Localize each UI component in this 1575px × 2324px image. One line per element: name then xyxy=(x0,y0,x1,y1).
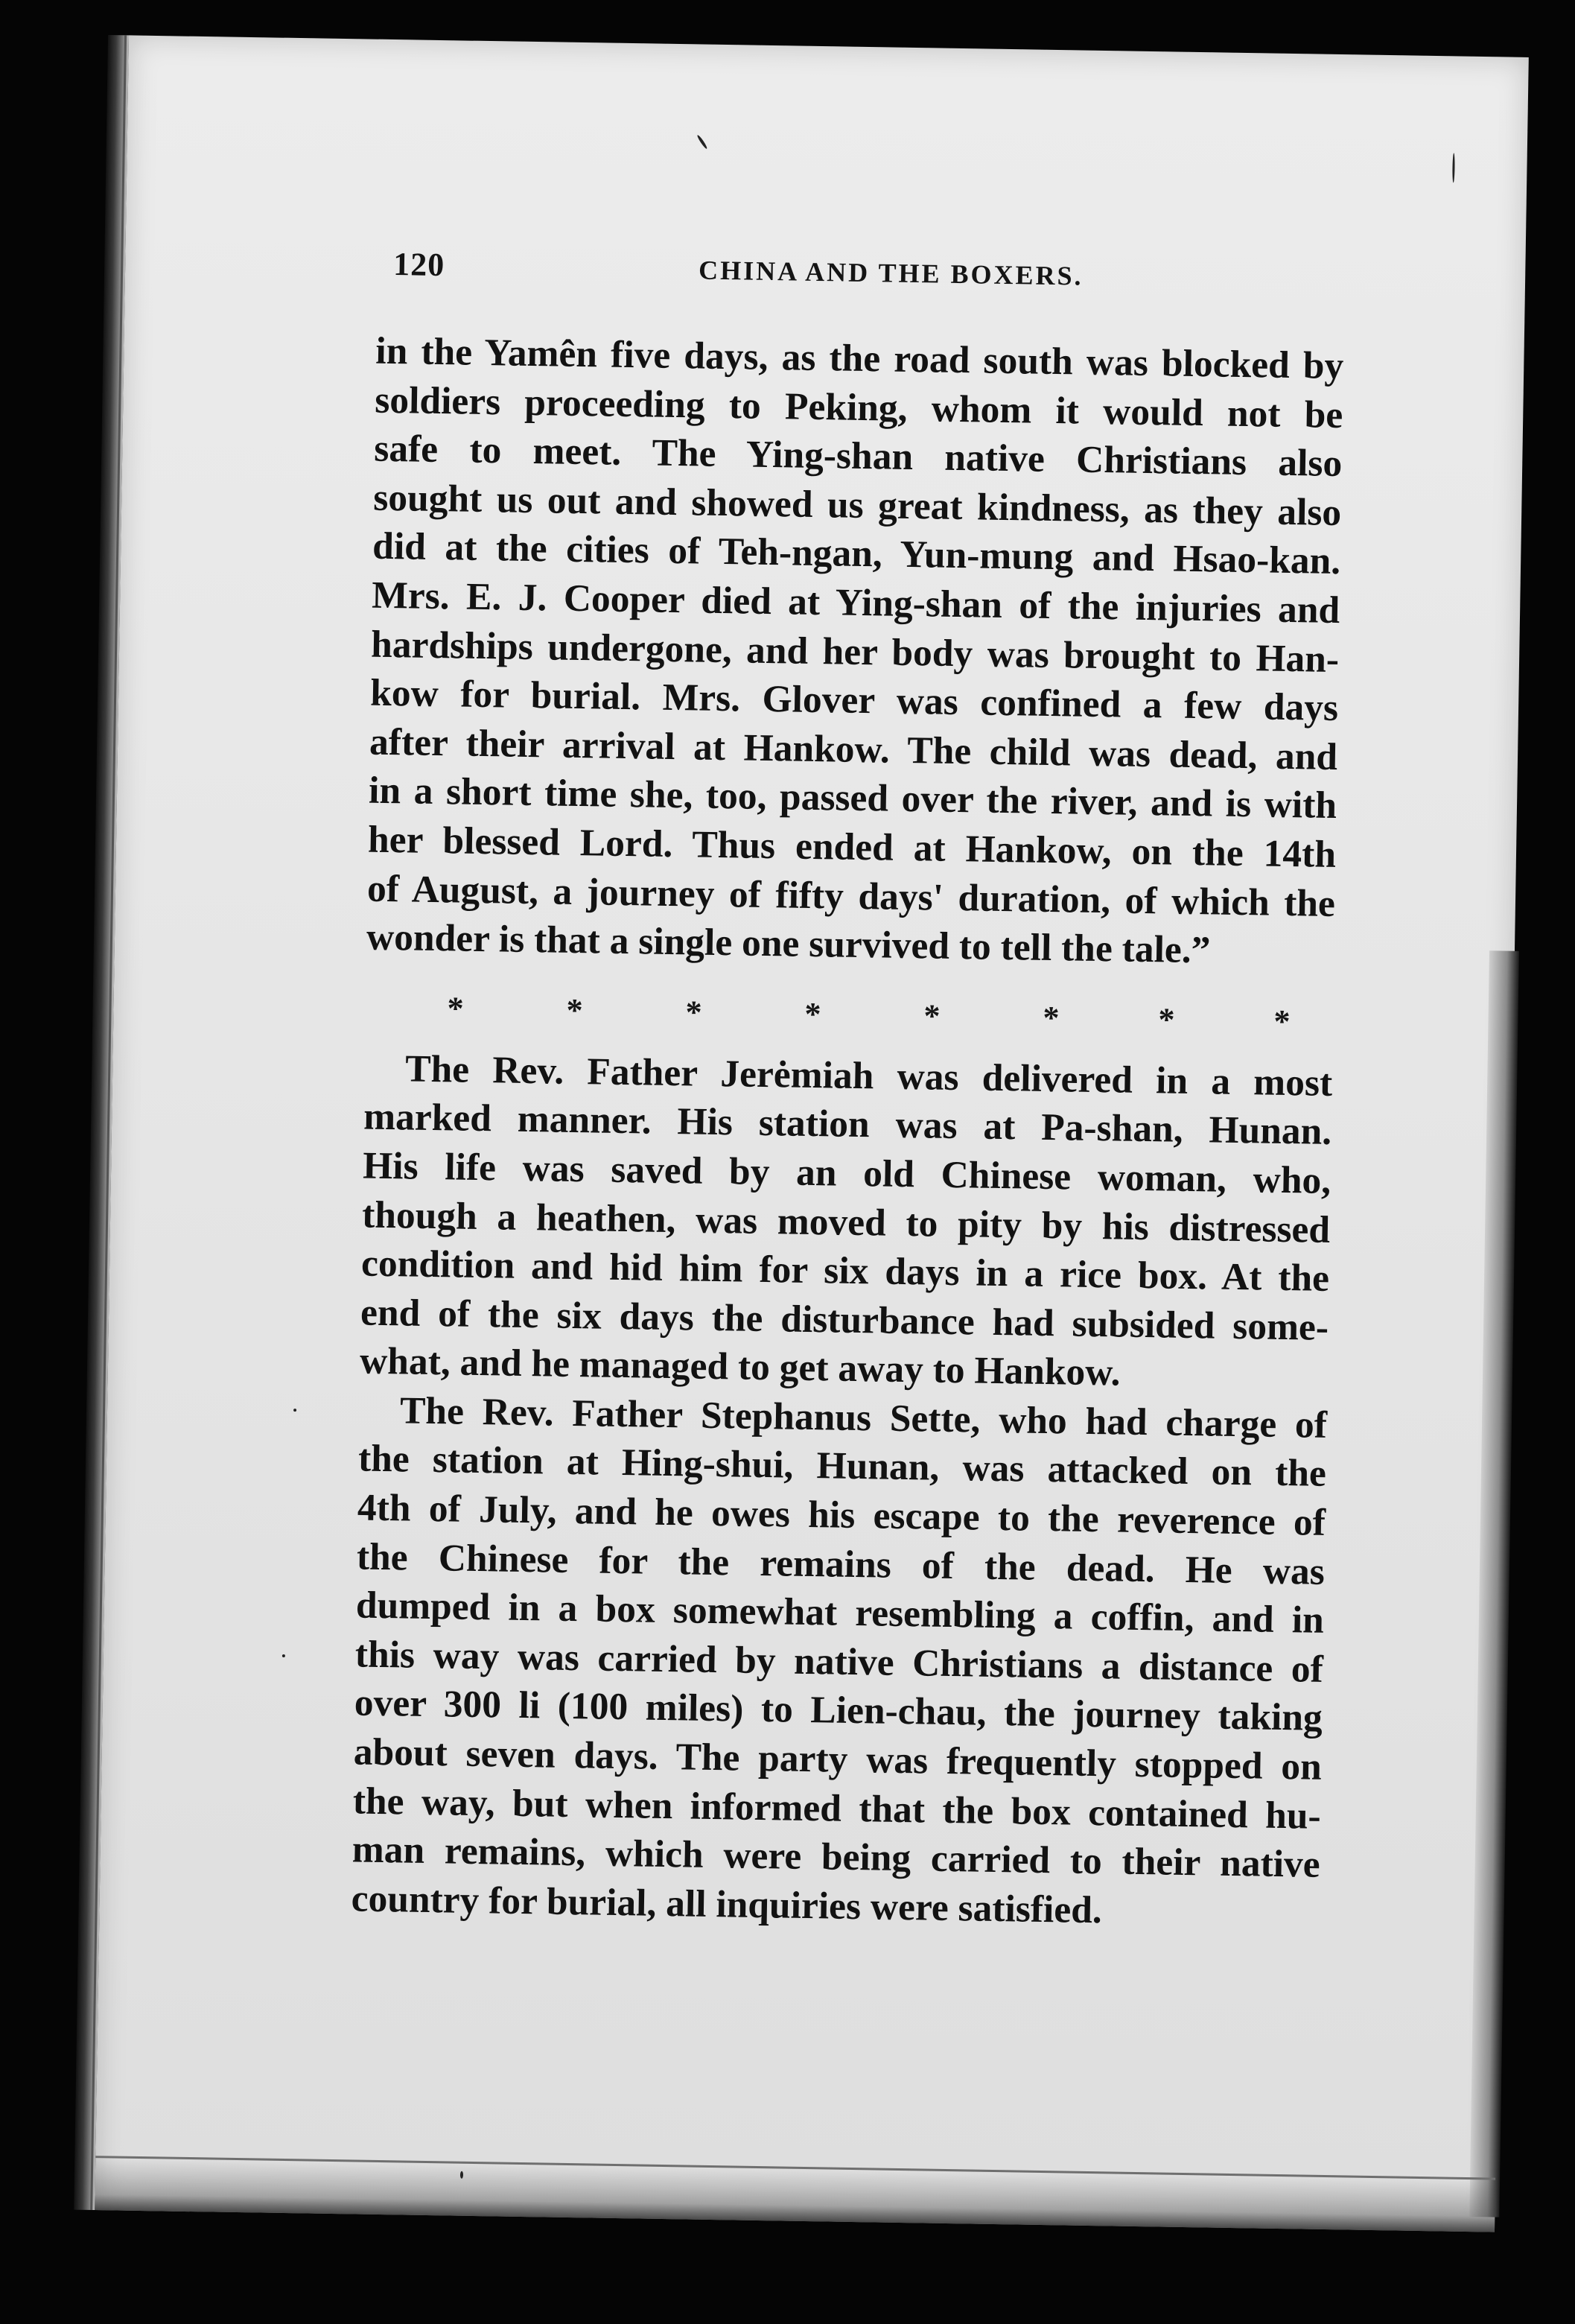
book-page xyxy=(95,35,1529,2232)
text-line: man remains, which were being carried to their native xyxy=(351,1828,1321,1887)
running-title: CHINA AND THE BOXERS. xyxy=(698,255,1084,291)
dust-speck xyxy=(696,134,708,149)
separator-star: * xyxy=(447,990,464,1027)
text-line: about seven days. The party was frequently stopped on xyxy=(353,1730,1323,1788)
separator-star: * xyxy=(1158,1001,1175,1038)
dust-speck xyxy=(1452,153,1455,182)
text-line: over 300 li (100 miles) to Lien-chau, the journey taking xyxy=(354,1681,1323,1740)
text-line: her blessed Lord. Thus ended at Hankow, on the 14th xyxy=(367,818,1337,876)
dust-speck xyxy=(282,1654,285,1657)
text-line: sought us out and showed us great kindness, as they also xyxy=(372,476,1342,534)
running-head xyxy=(393,245,1288,311)
page-number: 120 xyxy=(392,246,445,284)
separator-star: * xyxy=(685,994,702,1031)
text-line: soldiers proceeding to Peking, whom it would not be xyxy=(374,378,1343,436)
body-text xyxy=(351,327,1344,1939)
section-separator xyxy=(365,969,1334,1055)
text-line: this way was carried by native Christians a distance of xyxy=(354,1633,1324,1691)
text-line: in a short time she, too, passed over the river, and is with xyxy=(368,769,1337,828)
text-line: safe to meet. The Ying-shan native Christians also xyxy=(373,427,1343,486)
dust-speck xyxy=(293,1409,296,1412)
text-line: kow for burial. Mrs. Glover was confined a few days xyxy=(369,671,1339,730)
paragraph-quote-ending xyxy=(366,327,1344,977)
separator-star: * xyxy=(804,995,821,1032)
text-line: His life was saved by an old Chinese woman, who, xyxy=(362,1144,1331,1202)
text-line: The Rev. Father Jerėmiah was delivered in a most xyxy=(404,1047,1333,1105)
text-line: did at the cities of Teh-ngan, Yun-mung and Hsao-kan. xyxy=(372,525,1341,583)
text-line: 4th of July, and he owes his escape to the reverence of xyxy=(357,1486,1326,1544)
text-line: hardships undergone, and her body was brought to Han- xyxy=(370,623,1340,681)
text-line: wonder is that a single one survived to tell the tale.” xyxy=(366,915,1211,972)
text-line: Mrs. E. J. Cooper died at Ying-shan of the injuries and xyxy=(371,574,1340,632)
separator-star: * xyxy=(1273,1003,1291,1040)
text-line: in the Yamên five days, as the road south was blocked by xyxy=(375,329,1344,388)
text-line: what, and he managed to get away to Hankow. xyxy=(359,1339,1121,1394)
paragraph-father-jeremiah xyxy=(360,1044,1333,1401)
text-line: the Chinese for the remains of the dead. He was xyxy=(356,1535,1326,1593)
separator-star: * xyxy=(923,997,941,1035)
text-line: marked manner. His station was at Pa-shan, Hunan. xyxy=(363,1095,1332,1154)
text-line: the way, but when informed that the box contained hu- xyxy=(352,1779,1322,1838)
text-line: after their arrival at Hankow. The child was dead, and xyxy=(369,720,1338,778)
text-line: country for burial, all inquiries were satisfied. xyxy=(351,1877,1103,1932)
separator-star: * xyxy=(566,991,583,1029)
text-line: though a heathen, was moved to pity by his distressed xyxy=(361,1193,1331,1251)
text-line: the station at Hing-shui, Hunan, was attacked on the xyxy=(357,1437,1327,1496)
text-line: dumped in a box somewhat resembling a coffin, and in xyxy=(355,1584,1325,1642)
text-line: condition and hid him for six days in a rice box. At the xyxy=(360,1242,1330,1301)
text-line: The Rev. Father Stephanus Sette, who had charge of xyxy=(399,1389,1328,1447)
paragraph-father-stephanus xyxy=(351,1385,1327,1938)
text-line: of August, a journey of fifty days' duration, of which the xyxy=(366,867,1336,925)
text-line: end of the six days the disturbance had subsided some- xyxy=(360,1291,1329,1349)
separator-star: * xyxy=(1043,999,1060,1036)
